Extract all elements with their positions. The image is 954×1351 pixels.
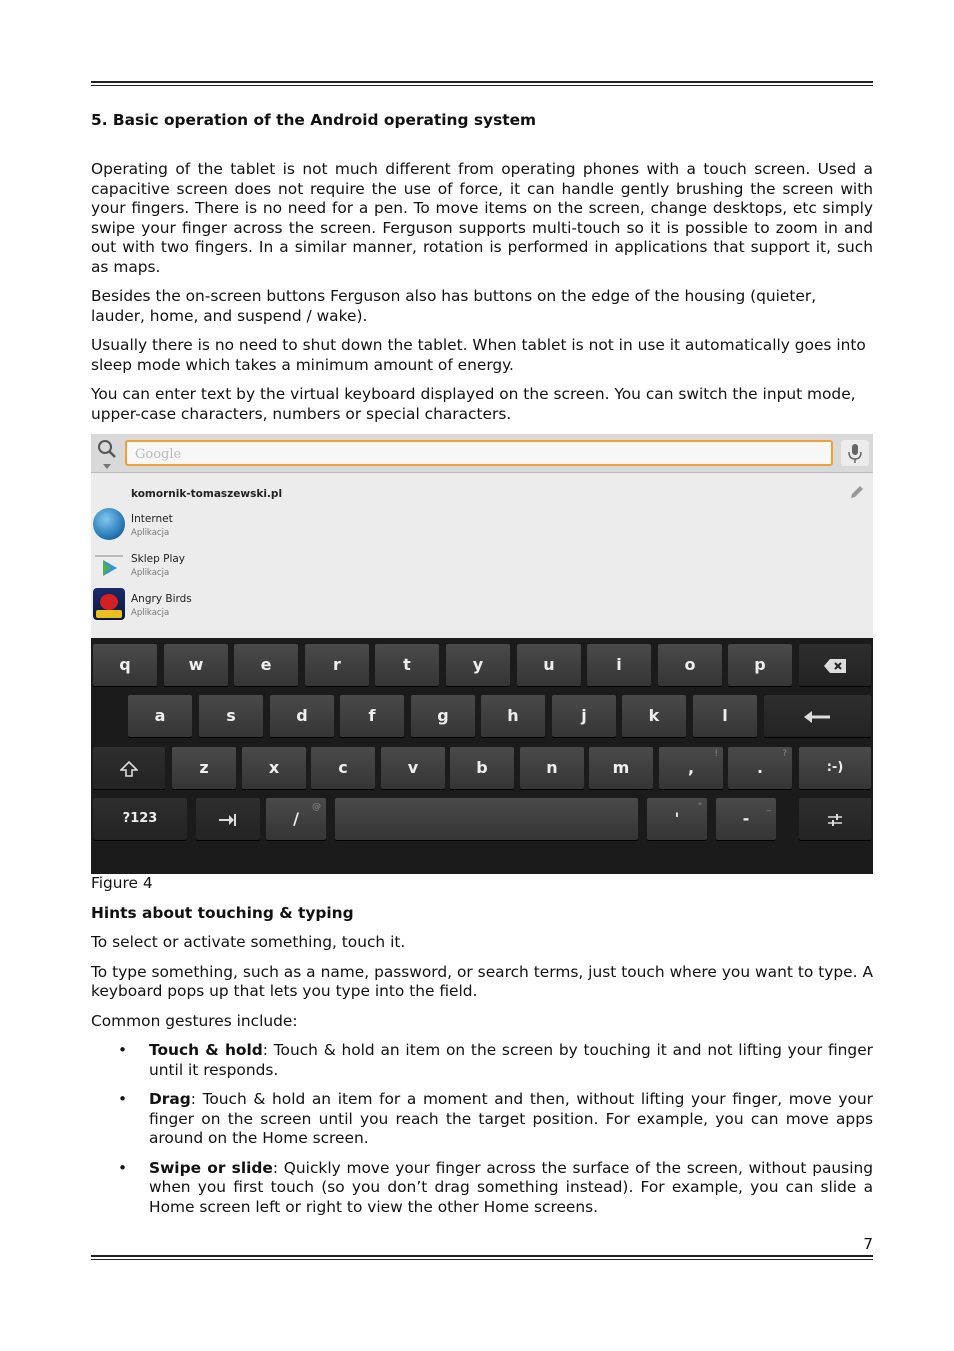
key-dash[interactable] <box>716 798 776 840</box>
select-paragraph: To select or activate something, touch it. <box>91 933 406 951</box>
list-item-sklep-play[interactable] <box>91 546 873 582</box>
key-b[interactable]: b <box>450 747 514 789</box>
key-e[interactable]: e <box>234 644 298 686</box>
key-dash-label: - <box>742 809 750 828</box>
footer-rule <box>91 1255 873 1260</box>
search-placeholder: Google <box>135 447 182 462</box>
key-v[interactable]: v <box>381 747 445 789</box>
key-w[interactable]: w <box>164 644 228 686</box>
bullet: • <box>118 1090 128 1108</box>
sliders-icon <box>828 813 842 827</box>
key-t[interactable]: t <box>375 644 439 686</box>
key-comma-alt: ! <box>714 749 718 759</box>
key-s[interactable]: s <box>199 695 263 737</box>
suggestion-url[interactable]: komornik-tomaszewski.pl <box>131 488 283 500</box>
key-d[interactable]: d <box>270 695 334 737</box>
key-l[interactable]: l <box>693 695 757 737</box>
globe-icon <box>93 508 125 540</box>
intro-paragraph: Operating of the tablet is not much different from operating phones with a touch screen. Used a capacitive screen does not require the use of force, it can handle gently brushing the screen with your fingers. There is no need for a pen. To move items on the screen, change desktops, etc simply swipe your finger across the screen. Ferguson supports multi-touch so it is possible to zoom in and out with two fingers. In a similar manner, rotation is performed in applications that support it, such as maps. <box>91 160 873 276</box>
android-screenshot-figure <box>91 434 873 874</box>
key-k[interactable]: k <box>622 695 686 737</box>
key-i[interactable]: i <box>587 644 651 686</box>
suggestion-list <box>91 474 873 638</box>
app-subtitle: Aplikacja <box>131 528 170 538</box>
key-c[interactable]: c <box>311 747 375 789</box>
key-h[interactable]: h <box>481 695 545 737</box>
key-o[interactable]: o <box>658 644 722 686</box>
gesture-term: Drag <box>149 1090 191 1108</box>
virtual-keyboard <box>91 638 873 874</box>
key-period-alt: ? <box>782 749 787 759</box>
figure-caption: Figure 4 <box>91 874 153 892</box>
search-input[interactable] <box>125 440 833 466</box>
search-icon[interactable] <box>97 439 117 459</box>
key-period-label: . <box>756 758 764 777</box>
key-z[interactable]: z <box>172 747 236 789</box>
microphone-icon <box>841 440 869 466</box>
key-period[interactable] <box>728 747 792 789</box>
space-key[interactable] <box>335 798 638 840</box>
hints-heading: Hints about touching & typing <box>91 903 354 922</box>
key-apostrophe-alt: " <box>697 802 702 812</box>
app-name: Sklep Play <box>131 553 186 565</box>
search-bar <box>91 434 873 473</box>
dropdown-arrow-icon <box>103 464 111 469</box>
bullet: • <box>118 1158 128 1177</box>
keyboard-paragraph: You can enter text by the virtual keyboard displayed on the screen. You can switch the input mode, upper-case characters, numbers or special characters. <box>91 385 856 423</box>
app-name: Angry Birds <box>131 593 192 605</box>
app-name: Internet <box>131 513 173 525</box>
key-u[interactable]: u <box>517 644 581 686</box>
key-j[interactable]: j <box>552 695 616 737</box>
key-dash-alt: _ <box>766 802 771 812</box>
key-n[interactable]: n <box>520 747 584 789</box>
sleep-paragraph: Usually there is no need to shut down the tablet. When tablet is not in use it automatically goes into sleep mode which takes a minimum amount of energy. <box>91 336 866 374</box>
header-rule <box>91 81 873 86</box>
pencil-icon[interactable] <box>849 484 865 500</box>
key-p[interactable]: p <box>728 644 792 686</box>
tab-arrow-icon <box>219 814 237 826</box>
page-number: 7 <box>863 1235 873 1253</box>
gesture-term: Swipe or slide <box>149 1158 273 1177</box>
backspace-icon <box>824 659 846 673</box>
page-content <box>91 110 873 1227</box>
key-apostrophe-label: ' <box>674 809 680 828</box>
gesture-description: : Quickly move your finger across the surface of the screen, without pausing when you first touch (so you don’t drag something instead). For example, you can slide a Home screen left or right to view the other Home screens. <box>149 1158 873 1216</box>
angry-birds-icon <box>93 588 125 620</box>
play-store-icon <box>93 548 125 580</box>
key-q[interactable]: q <box>93 644 157 686</box>
settings-key[interactable] <box>799 798 871 840</box>
app-subtitle: Aplikacja <box>131 608 170 618</box>
shift-key[interactable] <box>93 747 165 789</box>
enter-icon <box>804 710 832 724</box>
key-f[interactable]: f <box>340 695 404 737</box>
shift-arrow-icon <box>120 761 138 777</box>
buttons-paragraph: Besides the on-screen buttons Ferguson also has buttons on the edge of the housing (quieter, lauder, home, and suspend / wake). <box>91 287 817 325</box>
key-x[interactable]: x <box>242 747 306 789</box>
gesture-term: Touch & hold <box>149 1041 263 1059</box>
key-comma-label: , <box>687 758 695 777</box>
key-slash[interactable] <box>266 798 326 840</box>
enter-key[interactable] <box>764 695 871 737</box>
list-item-internet[interactable] <box>91 506 873 542</box>
list-item-angry-birds[interactable] <box>91 586 873 622</box>
key-y[interactable]: y <box>446 644 510 686</box>
symbols-key[interactable]: ?123 <box>93 798 187 840</box>
mic-button[interactable] <box>841 440 869 466</box>
bullet: • <box>118 1041 128 1059</box>
list-item <box>91 1159 873 1218</box>
gestures-intro: Common gestures include: <box>91 1011 298 1030</box>
key-apostrophe[interactable] <box>647 798 707 840</box>
gesture-list <box>91 1041 873 1217</box>
list-item <box>91 1090 873 1149</box>
key-r[interactable]: r <box>305 644 369 686</box>
key-slash-alt: @ <box>312 802 321 812</box>
key-a[interactable]: a <box>128 695 192 737</box>
gesture-description: : Touch & hold an item on the screen by touching it and not lifting your finger until it responds. <box>149 1041 874 1079</box>
key-comma[interactable] <box>659 747 723 789</box>
section-title: 5. Basic operation of the Android operating system <box>91 111 537 129</box>
key-slash-label: / <box>293 809 299 828</box>
gesture-description: : Touch & hold an item for a moment and then, without lifting your finger, move your finger on the screen until you reach the target position. For example, you can move apps around on the Home screen. <box>149 1090 873 1147</box>
tab-key[interactable] <box>196 798 260 840</box>
type-paragraph: To type something, such as a name, password, or search terms, just touch where you want to type. A keyboard pops up that lets you type into the field. <box>91 962 873 1000</box>
smiley-key[interactable]: :-) <box>799 747 871 789</box>
app-subtitle: Aplikacja <box>131 568 170 578</box>
key-g[interactable]: g <box>411 695 475 737</box>
list-item <box>91 1041 873 1080</box>
key-m[interactable]: m <box>589 747 653 789</box>
backspace-key[interactable] <box>799 644 871 686</box>
